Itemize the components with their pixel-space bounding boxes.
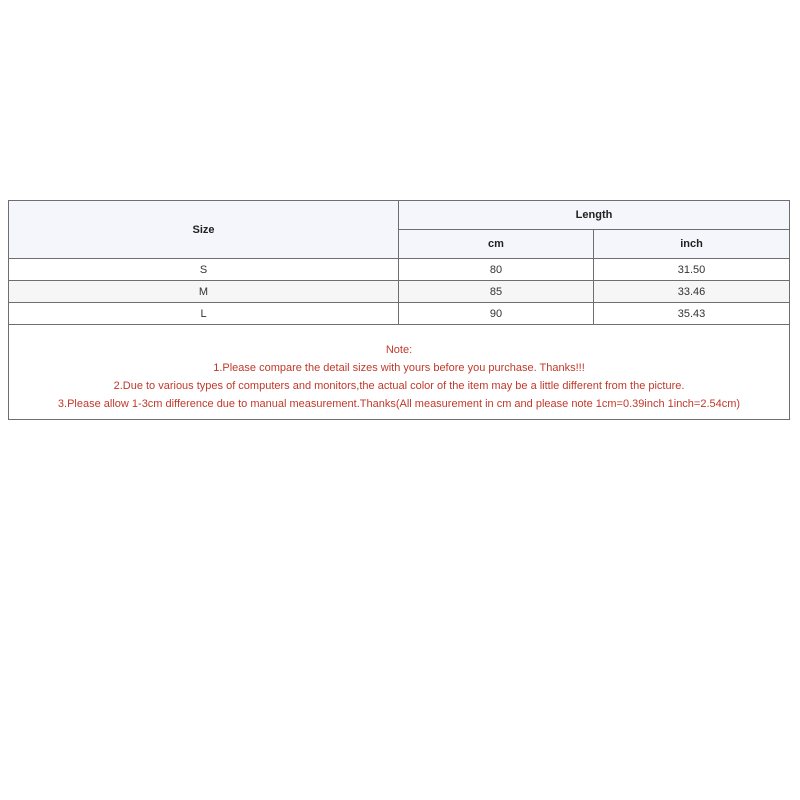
table-header-row xyxy=(9,201,790,230)
inch-cell: 33.46 xyxy=(594,281,790,303)
inch-cell: 35.43 xyxy=(594,303,790,325)
inch-column-header: inch xyxy=(594,230,790,259)
table-row xyxy=(9,303,790,325)
size-chart-table xyxy=(8,200,790,420)
table-row xyxy=(9,259,790,281)
notes-row xyxy=(9,325,790,420)
notes-title: Note: xyxy=(385,344,413,356)
table-row xyxy=(9,281,790,303)
cm-cell: 90 xyxy=(399,303,594,325)
size-column-header: Size xyxy=(9,201,399,259)
inch-cell: 31.50 xyxy=(594,259,790,281)
length-group-header: Length xyxy=(399,201,790,230)
size-cell: S xyxy=(9,259,399,281)
note-item: 1.Please compare the detail sizes with yours before you purchase. Thanks!!! xyxy=(213,362,585,374)
note-item: 3.Please allow 1-3cm difference due to manual measurement.Thanks(All measurement in cm and please note 1cm=0.39inch 1inch=2.54cm) xyxy=(57,398,741,410)
note-item: 2.Due to various types of computers and monitors,the actual color of the item may be a little different from the picture. xyxy=(113,380,685,392)
notes-block xyxy=(9,325,790,420)
size-cell: M xyxy=(9,281,399,303)
cm-cell: 85 xyxy=(399,281,594,303)
cm-cell: 80 xyxy=(399,259,594,281)
cm-column-header: cm xyxy=(399,230,594,259)
size-cell: L xyxy=(9,303,399,325)
